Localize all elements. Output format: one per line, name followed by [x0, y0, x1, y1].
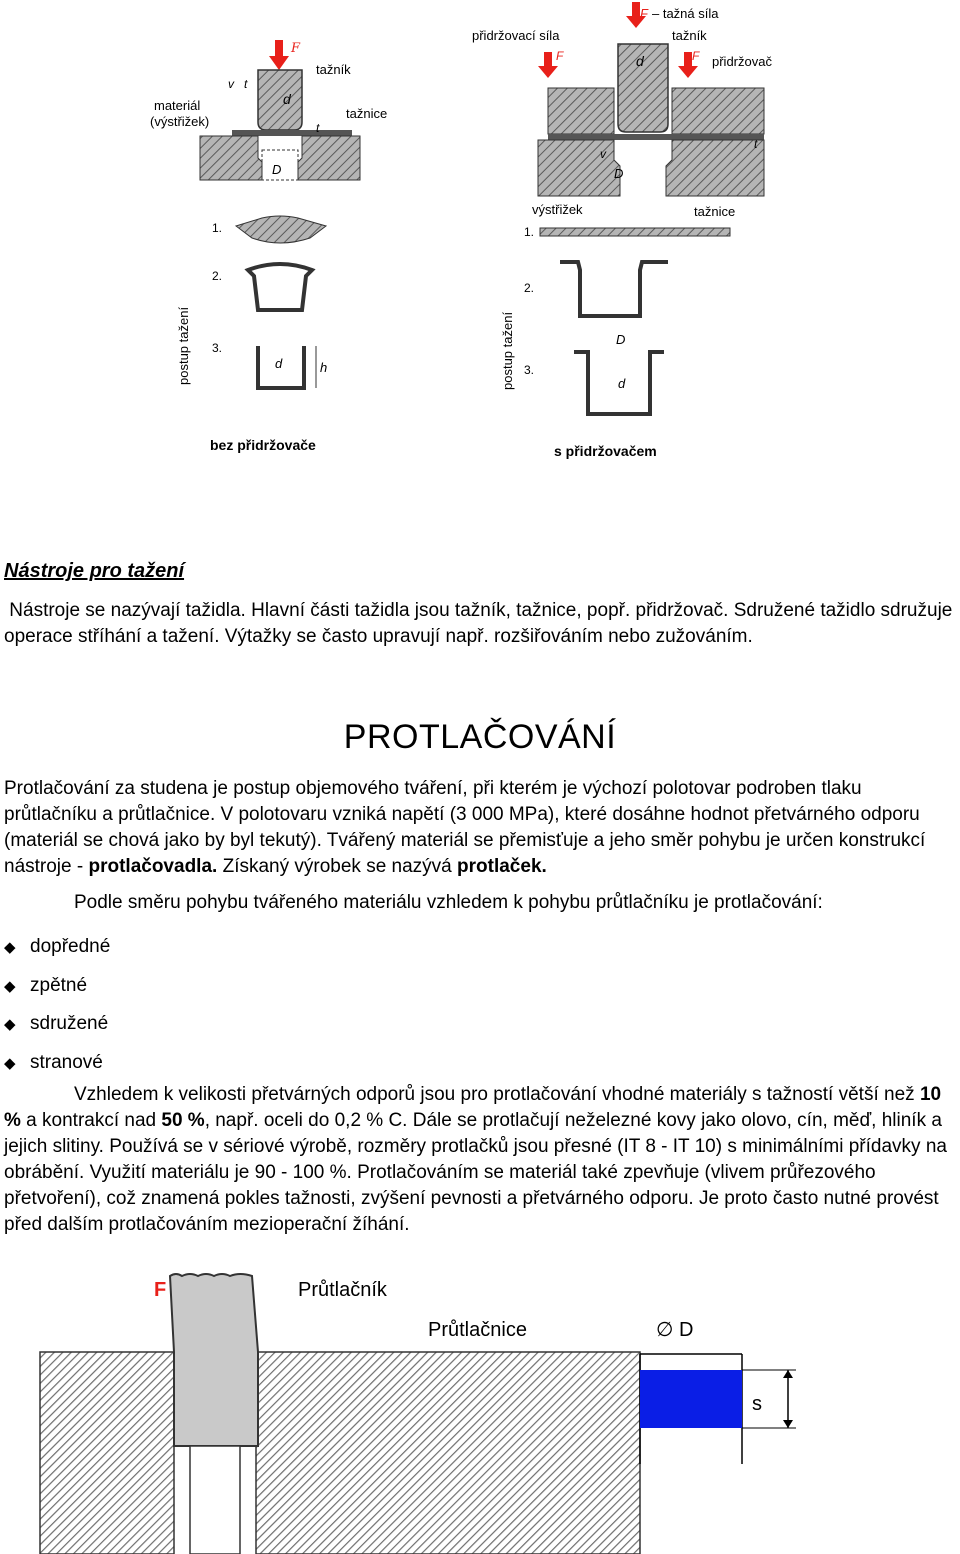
deep-drawing-figure [140, 0, 780, 470]
list-item-label: sdružené [30, 1013, 109, 1035]
list-item [0, 967, 110, 1006]
right-D3-label: D [616, 332, 626, 347]
list-item-label: dopředné [30, 936, 111, 958]
list-item [0, 928, 110, 967]
right-force-desc: – tažná síla [652, 6, 719, 21]
left-v-label: v [228, 77, 234, 91]
right-blank-label: výstřižek [532, 202, 583, 217]
drawing-without-holder [150, 40, 387, 453]
left-force-label: F [291, 41, 301, 56]
right-step3: 3. [524, 363, 535, 377]
paragraph-extrusion [4, 776, 954, 880]
left-h-label: h [320, 360, 328, 375]
right-caption: s přidržovačem [554, 443, 657, 459]
extrusion-figure [0, 1270, 960, 1554]
left-d3-label: d [275, 356, 283, 371]
force-arrow-left [269, 40, 289, 70]
right-t-label: t [754, 137, 758, 151]
right-punch-label: tažník [672, 28, 707, 43]
para4-text-e: , např. oceli do 0,2 % C. Dále se protlačují neželezné kovy jako olovo, cín, měď, hliník a jejich slitiny. Používá se v sériové výrobě, rozměry protlačků jsou přesné (IT 8 - IT 10) s minimálními přídavky na obrábění. Využití materiálu je 90 - 100 %. Protlačováním se materiál také zpevňuje (vlivem průřezového přetvoření), což znamená pokles tažnosti, zvýšení pevnosti a přetvárného odporu. Je proto často nutné provést před dalším protlačováním mezioperační žíhání. [4, 1110, 947, 1235]
left-progress-label: postup tažení [176, 306, 191, 385]
thickness-label: s [752, 1393, 762, 1415]
blank-slug [640, 1370, 742, 1428]
diamond-bullet-icon: ◆ [4, 1016, 16, 1034]
left-caption: bez přidržovače [210, 437, 316, 453]
para2-text-a: Protlačování za studena je postup objemového tváření, při kterém je výchozí polotovar podroben tlaku průtlačníku a průtlačnice. V polotovaru vzniká napětí (3 000 MPa), které dosáhne hodnot přetvárného odporu (materiál se chová jako by byl tekutý). Tvářený materiál se přemisťuje a jeho směr pohybu je určen konstrukcí nástroje - [4, 778, 926, 877]
para4-text-a: Vzhledem k velikosti přetvárných odporů jsou pro protlačování vhodné materiály s tažností větší než [74, 1084, 920, 1105]
right-v-label: v [600, 147, 606, 161]
right-force-label: F [640, 6, 648, 21]
section-title: Nástroje pro tažení [4, 560, 185, 582]
punch-label: Průtlačník [298, 1279, 387, 1301]
right-holder-force-label: přidržovací síla [472, 28, 560, 43]
left-blank-label: (výstřižek) [150, 114, 210, 129]
diamond-bullet-icon: ◆ [4, 939, 16, 957]
diameter-label: ∅ D [656, 1319, 694, 1341]
punch-shape [170, 1274, 258, 1446]
list-item-label: zpětné [30, 974, 88, 996]
left-material-label: materiál [154, 98, 201, 113]
drawing-with-holder [472, 2, 772, 459]
left-punch-label: tažník [316, 62, 351, 77]
left-step2: 2. [212, 269, 223, 283]
right-step1: 1. [524, 225, 535, 239]
para2-bold-product: protlaček. [457, 856, 547, 877]
left-t-label: t [244, 77, 248, 91]
list-item [0, 1044, 110, 1083]
para2-text-c: Získaný výrobek se nazývá [217, 856, 458, 877]
para4-bold-contraction: 50 % [161, 1110, 205, 1131]
left-step3: 3. [212, 341, 223, 355]
left-D-label: D [272, 162, 282, 177]
right-D-label: D [614, 166, 624, 181]
paragraph-directions: Podle směru pohybu tvářeného materiálu vzhledem k pohybu průtlačníku je protlačování: [74, 892, 823, 913]
para2-bold-tool: protlačovadla. [88, 856, 218, 877]
right-die-label: tažnice [694, 204, 736, 219]
right-holder-label: přidržovač [712, 54, 772, 69]
paragraph-materials [4, 1082, 954, 1238]
right-fp-label-2: F [692, 49, 700, 63]
force-label: F [154, 1279, 167, 1301]
paragraph-tools [4, 598, 954, 650]
right-fp-label-1: F [556, 49, 564, 63]
right-d3-label: d [618, 376, 626, 391]
left-t2-label: t [316, 121, 320, 135]
diamond-bullet-icon: ◆ [4, 1054, 16, 1072]
para4-text-c: a kontrakcí nad [20, 1110, 162, 1131]
left-die-label: tažnice [346, 106, 388, 121]
paragraph-tools-text: Nástroje se nazývají tažidla. Hlavní části tažidla jsou tažník, tažnice, popř. přidržovač. Sdružené tažidlo sdružuje operace stříhání a tažení. Výtažky se často upravují např. rozšiřováním nebo zužováním. [4, 600, 953, 647]
para4-bold-elongation: 10 % [4, 1084, 942, 1131]
bullet-list [0, 928, 110, 1082]
right-progress-label: postup tažení [500, 311, 515, 390]
diamond-bullet-icon: ◆ [4, 977, 16, 995]
heading-extrusion: PROTLAČOVÁNÍ [343, 718, 617, 756]
right-d-label: d [636, 53, 644, 69]
die-label: Průtlačnice [428, 1319, 527, 1341]
left-d-label: d [283, 91, 291, 107]
right-step2: 2. [524, 281, 535, 295]
left-step1: 1. [212, 221, 223, 235]
list-item [0, 1005, 110, 1044]
list-item-label: stranové [30, 1051, 103, 1073]
